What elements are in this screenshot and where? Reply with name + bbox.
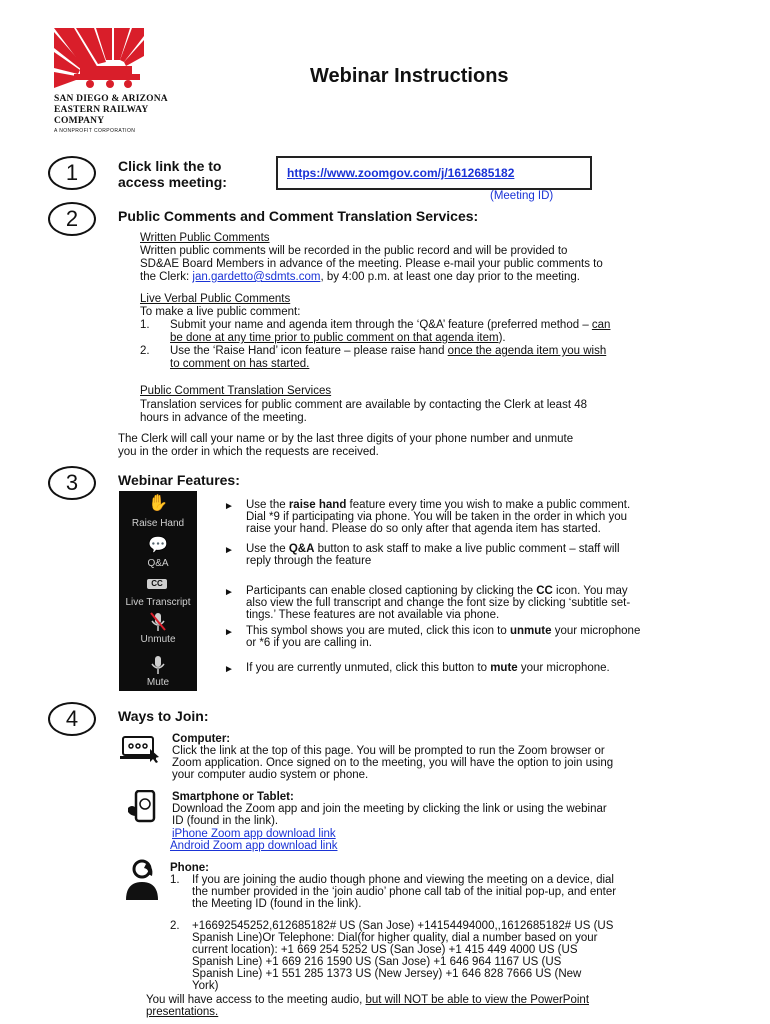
feature-text: icon. You may <box>552 585 628 597</box>
translation-title: Public Comment Translation Services <box>140 385 332 397</box>
phone-numbers-line: Spanish Line) +1 669 216 1590 US (San Jose) +1 646 964 1167 US (US <box>192 956 562 968</box>
phone-item-number: 2. <box>170 920 180 932</box>
feature-unmute <box>246 625 640 637</box>
feature-text: your microphone. <box>517 662 610 674</box>
phone-text-line: If you are joining the audio though phone and viewing the meeting on a device, dial <box>192 874 614 886</box>
step1-label <box>118 158 227 190</box>
written-comments-title: Written Public Comments <box>140 232 270 244</box>
bullet-arrow-icon: ► <box>224 545 234 556</box>
computer-text-line: Click the link at the top of this page. You will be prompted to run the Zoom browser or <box>172 745 605 757</box>
verbal-item-2 <box>170 345 606 358</box>
phone-caller-icon <box>122 858 162 902</box>
page-title: Webinar Instructions <box>310 65 509 87</box>
feature-text-bold: unmute <box>509 625 552 637</box>
verbal-text: Use the ‘Raise Hand’ icon feature – please raise hand <box>170 345 448 357</box>
verbal-item-2-cont: to comment on has started. <box>170 358 310 370</box>
computer-text-line: Zoom application. Once signed on to the meeting, you will have the option to join using <box>172 757 614 769</box>
step-number-1: 1 <box>48 156 96 190</box>
step3-heading: Webinar Features: <box>118 472 240 488</box>
phone-numbers-line: Spanish Line) +1 551 285 1373 US (New Jersey) +1 646 828 7666 US (New <box>192 968 582 980</box>
written-text-line: Written public comments will be recorded in the public record and will be provided to <box>140 245 568 257</box>
verbal-item-1-cont <box>170 332 506 345</box>
verbal-intro: To make a live public comment: <box>140 306 301 318</box>
company-name <box>54 94 168 127</box>
feature-text-bold: raise hand <box>288 499 347 511</box>
cc-icon: CC <box>147 579 167 589</box>
feature-text: If you are currently unmuted, click this button to <box>246 662 491 674</box>
feature-text-line: reply through the feature <box>246 555 372 567</box>
feature-mute <box>246 662 610 674</box>
written-text-line: SD&AE Board Members in advance of the meeting. Please e-mail your public comments to <box>140 258 603 270</box>
computer-title: Computer: <box>172 733 231 745</box>
company-line: COMPANY <box>54 116 105 126</box>
phone-numbers-line: current location): +1 669 254 5252 US (San Jose) +1 415 449 4000 US (US <box>192 944 578 956</box>
step2-heading: Public Comments and Comment Translation Services: <box>118 208 479 224</box>
meeting-id-label: (Meeting ID) <box>490 190 554 202</box>
company-line: SAN DIEGO & ARIZONA <box>54 94 168 104</box>
bullet-arrow-icon: ► <box>224 501 234 512</box>
smartphone-text-line: Download the Zoom app and join the meeting by clicking the link or using the webinar <box>172 803 607 815</box>
phone-text-line: the Meeting ID (found in the link). <box>192 898 362 910</box>
phone-item-number: 1. <box>170 874 180 886</box>
qa-icon: 💬 <box>148 537 168 554</box>
feature-text: Participants can enable closed captioning by clicking the <box>246 585 537 597</box>
smartphone-icon <box>128 790 162 824</box>
step4-heading: Ways to Join: <box>118 708 209 724</box>
step1-label-line: Click link the to <box>118 158 222 174</box>
smartphone-text-line: ID (found in the link). <box>172 815 279 827</box>
verbal-item-1 <box>170 319 610 332</box>
verbal-text-underlined: be done at any time prior to public comment on that agenda item <box>170 332 499 344</box>
feature-cc <box>246 585 628 597</box>
company-line: EASTERN RAILWAY <box>54 105 149 115</box>
written-text: the Clerk: <box>140 271 193 283</box>
step-number-2: 2 <box>48 202 96 236</box>
verbal-text: Submit your name and agenda item through the ‘Q&A’ feature (preferred method – <box>170 319 592 331</box>
mic-icon <box>150 655 166 675</box>
mute-label: Mute <box>146 677 170 688</box>
zoom-controls-panel <box>119 491 197 691</box>
written-text-line <box>140 271 580 284</box>
translation-text-line: hours in advance of the meeting. <box>140 412 307 424</box>
feature-text-line: also view the full transcript and change the font size by clicking ‘subtitle set- <box>246 597 631 609</box>
feature-text-bold: mute <box>490 662 518 674</box>
phone-title: Phone: <box>170 862 209 874</box>
audio-note-underlined: but will NOT be able to view the PowerPoint <box>365 994 590 1006</box>
feature-text: feature every time you wish to make a public comment. <box>346 499 631 511</box>
verbal-item-number: 1. <box>140 319 150 331</box>
phone-numbers-line: York) <box>192 980 219 992</box>
feature-text: This symbol shows you are muted, click this icon to <box>246 625 510 637</box>
verbal-text: ). <box>498 332 506 344</box>
phone-numbers-line: +16692545252,612685182# US (San Jose) +14154494000,,1612685182# US (US <box>192 920 614 932</box>
clerk-note-line: The Clerk will call your name or by the last three digits of your phone number and unmute <box>118 433 574 445</box>
feature-text: button to ask staff to make a live public comment – staff will <box>314 543 620 555</box>
step1-label-line: access meeting: <box>118 174 227 190</box>
feature-text: Use the <box>246 543 289 555</box>
written-text: , by 4:00 p.m. at least one day prior to the meeting. <box>320 271 580 283</box>
verbal-comments-title: Live Verbal Public Comments <box>140 293 291 305</box>
company-subtitle: A NONPROFIT CORPORATION <box>54 128 136 134</box>
live-transcript-label: Live Transcript <box>125 597 191 608</box>
company-logo <box>54 28 144 90</box>
audio-note-text: You will have access to the meeting audio, <box>146 994 366 1006</box>
iphone-download-link[interactable]: iPhone Zoom app download link <box>172 828 336 840</box>
clerk-note-line: you in the order in which the requests are received. <box>118 446 379 458</box>
feature-text-line: Dial *9 if participating via phone. You will be taken in the order in which you <box>246 511 628 523</box>
phone-numbers-line: Spanish Line)Or Telephone: Dial(for higher quality, dial a number based on your <box>192 932 598 944</box>
feature-qa <box>246 543 620 555</box>
computer-text-line: your computer audio system or phone. <box>172 769 369 781</box>
qa-label: Q&A <box>147 558 169 569</box>
audio-note-underlined: presentations. <box>146 1006 219 1018</box>
feature-text-bold: CC <box>536 585 553 597</box>
bullet-arrow-icon: ► <box>224 587 234 598</box>
verbal-item-number: 2. <box>140 345 150 357</box>
raise-hand-label: Raise Hand <box>131 518 185 529</box>
feature-text-bold: Q&A <box>288 543 315 555</box>
feature-text-line: tings.’ These features are not available via phone. <box>246 609 500 621</box>
android-download-link[interactable]: Android Zoom app download link <box>170 840 338 852</box>
bullet-arrow-icon: ► <box>224 664 234 675</box>
computer-icon <box>120 735 162 763</box>
meeting-link[interactable]: https://www.zoomgov.com/j/1612685182 <box>287 166 515 180</box>
step-number-3: 3 <box>48 466 96 500</box>
muted-mic-icon <box>150 612 166 632</box>
bullet-arrow-icon: ► <box>224 627 234 638</box>
phone-text-line: the number provided in the ‘join audio’ phone call tab of the initial pop-up, and enter <box>192 886 617 898</box>
clerk-email-link[interactable]: jan.gardetto@sdmts.com <box>192 271 321 283</box>
feature-text: your microphone <box>551 625 641 637</box>
smartphone-title: Smartphone or Tablet: <box>172 791 294 803</box>
feature-text-line: or *6 if you are calling in. <box>246 637 372 649</box>
raise-hand-icon: ✋ <box>148 495 168 512</box>
translation-text-line: Translation services for public comment are available by contacting the Clerk at least 48 <box>140 399 588 411</box>
verbal-text-underlined: can <box>591 319 611 331</box>
unmute-label: Unmute <box>140 634 176 645</box>
feature-text-line: raise your hand. Please do so only after that agenda item has started. <box>246 523 601 535</box>
verbal-text-underlined: once the agenda item you wish <box>447 345 607 357</box>
feature-text: Use the <box>246 499 289 511</box>
feature-raise-hand <box>246 499 630 511</box>
step-number-4: 4 <box>48 702 96 736</box>
